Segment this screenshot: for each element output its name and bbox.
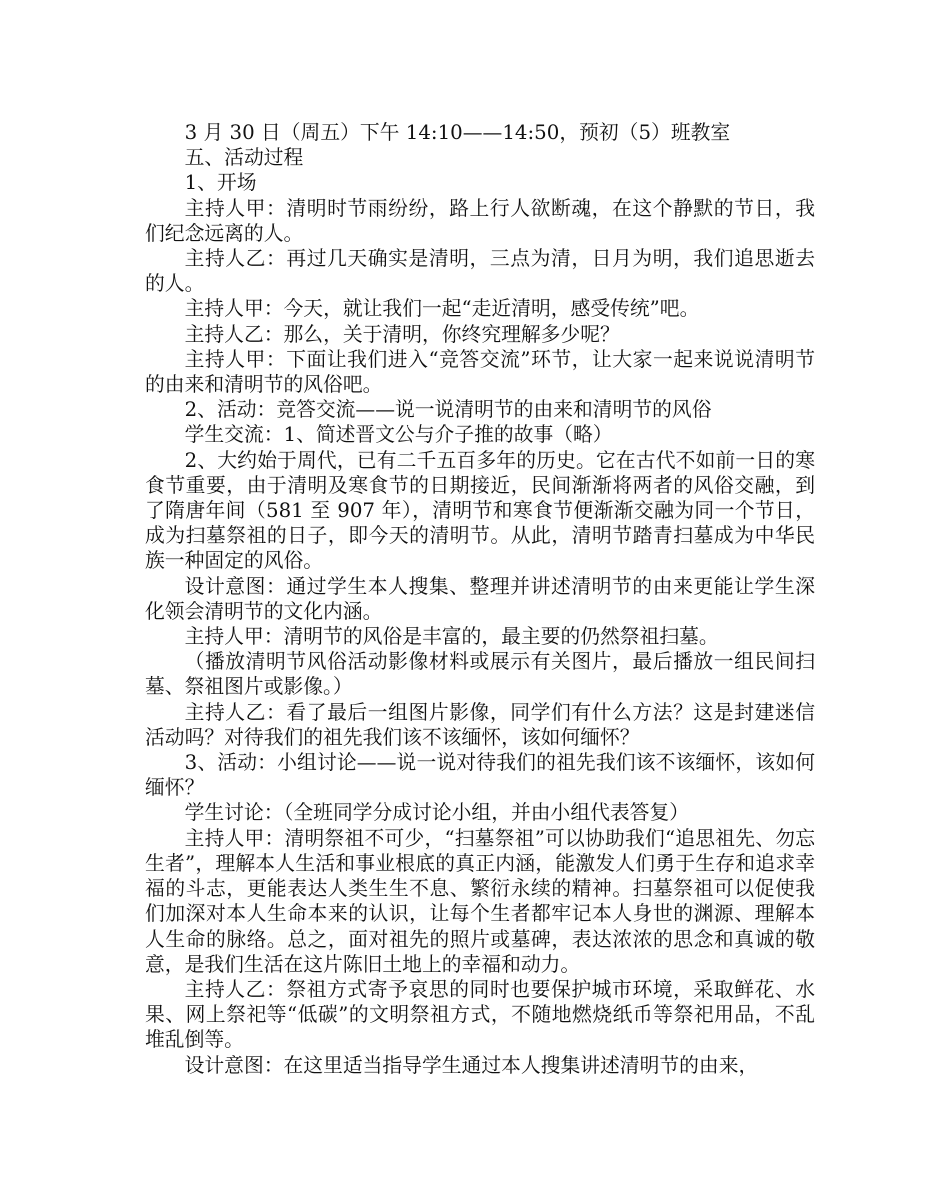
paragraph-design-intent: 设计意图：通过学生本人搜集、整理并讲述清明节的由来更能让学生深化领会清明节的文化内涵。 <box>145 574 815 623</box>
document-page <box>145 120 815 1078</box>
paragraph-stage-direction: （播放清明节风俗活动影像材料或展示有关图片，最后播放一组民间扫墓、祭祖图片或影像。） <box>145 650 815 699</box>
paragraph: 主持人甲：下面让我们进入“竞答交流”环节，让大家一起来说说清明节的由来和清明节的风俗吧。 <box>145 347 815 397</box>
paragraph-time-location: 3 月 30 日（周五）下午 14:10——14:50，预初（5）班教室 <box>184 121 731 144</box>
paragraph: 主持人甲：清明节的风俗是丰富的，最主要的仍然祭祖扫墓。 <box>184 625 719 649</box>
paragraph: 主持人乙：那么，关于清明，你终究理解多少呢？ <box>184 322 620 346</box>
subheading-opening: 1、开场 <box>184 171 257 195</box>
paragraph: 学生交流：1、简述晋文公与介子推的故事（略） <box>184 423 613 447</box>
paragraph: 主持人乙：再过几天确实是清明，三点为清，日月为明，我们追思逝去的人。 <box>145 247 815 296</box>
paragraph: 主持人甲：清明祭祖不可少，“扫墓祭祖”可以协助我们“追思祖先、勿忘生者”，理解本人生活和事业根底的真正内涵，能激发人们勇于生存和追求幸福的斗志，更能表达人类生生不息、繁衍永续的精神。扫墓祭祖可以促使我们加深对本人生命本来的认识，让每个生者都牢记本人身世的渊源、理解本人生命的脉络。总之，面对祖先的照片或墓碑，表达浓浓的思念和真诚的敬意，是我们生活在这片陈旧土地上的幸福和动力。 <box>145 826 815 976</box>
paragraph: 主持人乙：祭祖方式寄予哀思的同时也要保护城市环境，采取鲜花、水果、网上祭祀等“低碳”的文明祭祖方式，不随地燃烧纸币等祭祀用品，不乱堆乱倒等。 <box>145 977 815 1052</box>
subheading-activity-2: 2、活动：竞答交流——说一说清明节的由来和清明节的风俗 <box>184 398 712 422</box>
paragraph: 主持人甲：今天，就让我们一起“走近清明，感受传统”吧。 <box>184 297 700 321</box>
paragraph-design-intent: 设计意图：在这里适当指导学生通过本人搜集讲述清明节的由来， <box>184 1053 759 1077</box>
paragraph: 主持人乙：看了最后一组图片影像，同学们有什么方法？这是封建迷信活动吗？对待我们的祖先我们该不该缅怀，该如何缅怀？ <box>145 700 815 749</box>
paragraph: 学生讨论：（全班同学分成讨论小组，并由小组代表答复） <box>184 801 690 825</box>
section-heading-process: 五、活动过程 <box>184 146 304 170</box>
paragraph: 2、大约始于周代，已有二千五百多年的历史。它在古代不如前一日的寒食节重要，由于清明及寒食节的日期接近，民间渐渐将两者的风俗交融，到了隋唐年间（581 至 907 年），清明节和寒食节便渐渐交融为同一个节日，成为扫墓祭祖的日子，即今天的清明节。从此，清明节踏青扫墓成为中华民族一种固定的风俗。 <box>145 448 815 573</box>
subheading-activity-3: 3、活动：小组讨论——说一说对待我们的祖先我们该不该缅怀，该如何缅怀？ <box>145 751 815 800</box>
paragraph: 主持人甲：清明时节雨纷纷，路上行人欲断魂，在这个静默的节日，我们纪念远离的人。 <box>145 196 815 245</box>
